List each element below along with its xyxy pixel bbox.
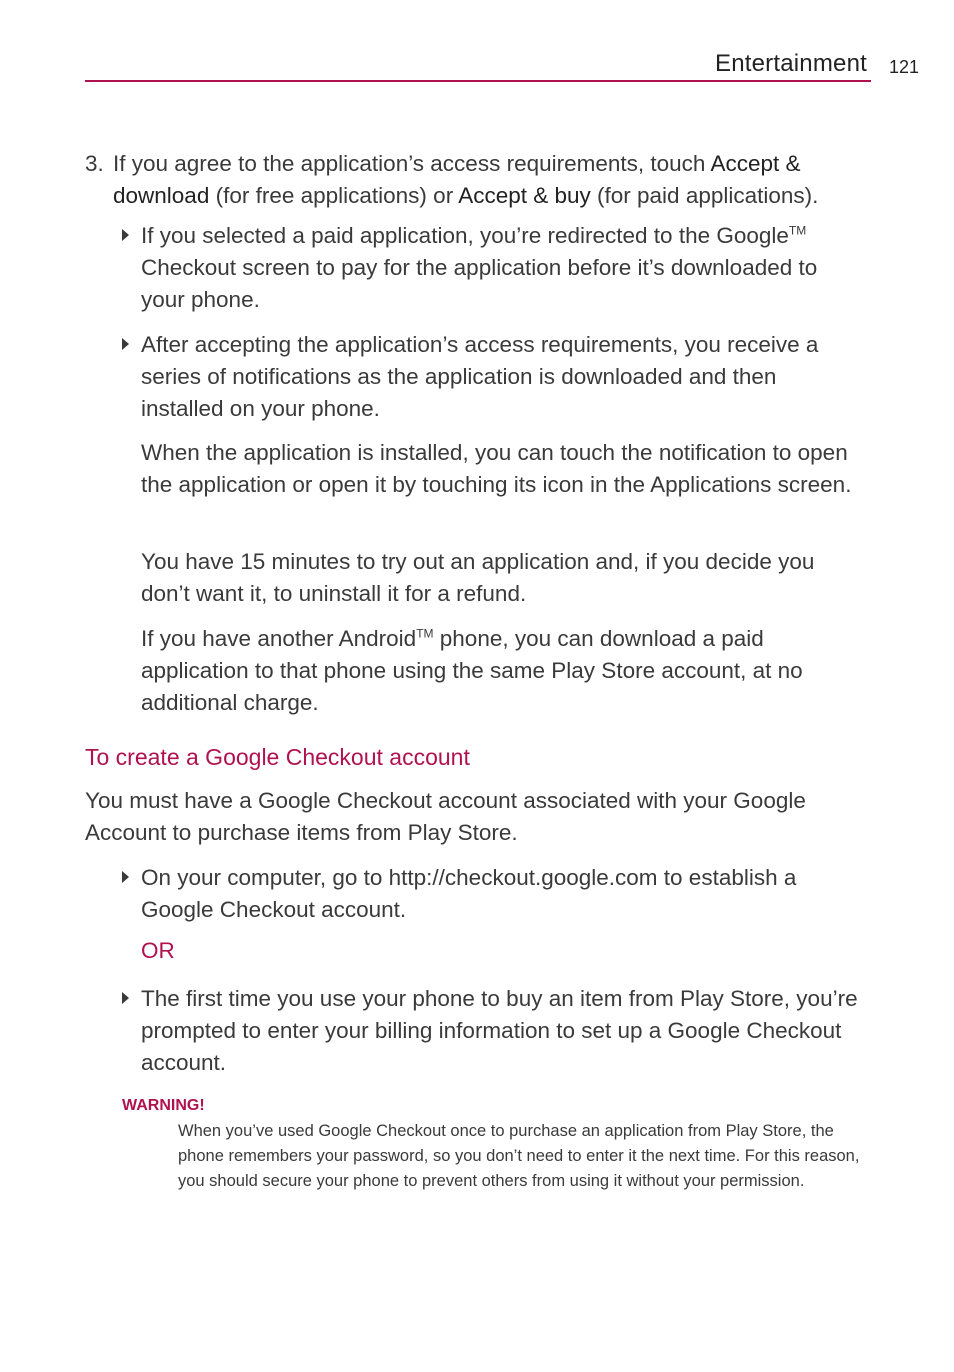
paragraph-installed: When the application is installed, you can touch the notification to open the application or open it by touching its icon in the Applications screen. xyxy=(141,440,852,497)
step-number: 3. xyxy=(85,151,104,176)
accept-buy-label: Accept & buy xyxy=(458,183,591,208)
bullet-notifications xyxy=(120,329,860,425)
bullet-arrow-icon xyxy=(122,871,129,883)
trademark-sup: TM xyxy=(788,223,807,238)
paragraph-refund: You have 15 minutes to try out an application and, if you decide you don’t want it, to uninstall it for a refund. xyxy=(141,549,815,606)
page-number: 121 xyxy=(888,57,919,77)
bullet-text-after: Checkout screen to pay for the application before it’s downloaded to your phone. xyxy=(141,255,818,312)
android-text-after: phone, you can download a paid application to that phone using the same Play Store account, at no additional charge. xyxy=(141,626,803,715)
step-text xyxy=(113,148,875,212)
step-text-mid: (for free applications) or xyxy=(209,183,459,208)
bullet-computer xyxy=(120,862,860,926)
trademark-sup: TM xyxy=(416,626,434,641)
bullet-arrow-icon xyxy=(122,338,129,350)
header-rule xyxy=(85,80,871,82)
bullet-arrow-icon xyxy=(122,229,129,241)
section-intro: You must have a Google Checkout account associated with your Google Account to purchase items from Play Store. xyxy=(85,788,806,845)
bullet-text xyxy=(141,220,860,316)
bullet-text: The first time you use your phone to buy an item from Play Store, you’re prompted to enter your billing information to set up a Google Checkout account. xyxy=(141,986,858,1075)
bullet-text-before: If you selected a paid application, you’re redirected to the Google xyxy=(141,223,789,248)
warning-title: WARNING! xyxy=(122,1097,205,1114)
android-text-before: If you have another Android xyxy=(141,626,417,651)
bullet-paid-redirect xyxy=(120,220,860,316)
bullet-phone xyxy=(120,983,860,1079)
bullet-text: After accepting the application’s access requirements, you receive a series of notifications as the application is downloaded and then installed on your phone. xyxy=(141,332,819,421)
accept-download-label: Accept & download xyxy=(113,151,801,208)
section-heading: To create a Google Checkout account xyxy=(85,744,470,770)
section-title: Entertainment xyxy=(714,50,867,77)
paragraph-android xyxy=(141,623,861,719)
bullet-text: On your computer, go to http://checkout.google.com to establish a Google Checkout account. xyxy=(141,865,797,922)
or-label: OR xyxy=(141,938,175,963)
warning-body: When you’ve used Google Checkout once to purchase an application from Play Store, the phone remembers your password, so you don’t need to enter it the next time. For this reason, you should secure your phone to prevent others from using it without your permission. xyxy=(178,1122,860,1190)
step-text-before: If you agree to the application’s access requirements, touch xyxy=(113,151,711,176)
step-3 xyxy=(85,148,875,212)
page-header xyxy=(85,48,919,88)
step-text-after: (for paid applications). xyxy=(590,183,819,208)
bullet-arrow-icon xyxy=(122,992,129,1004)
